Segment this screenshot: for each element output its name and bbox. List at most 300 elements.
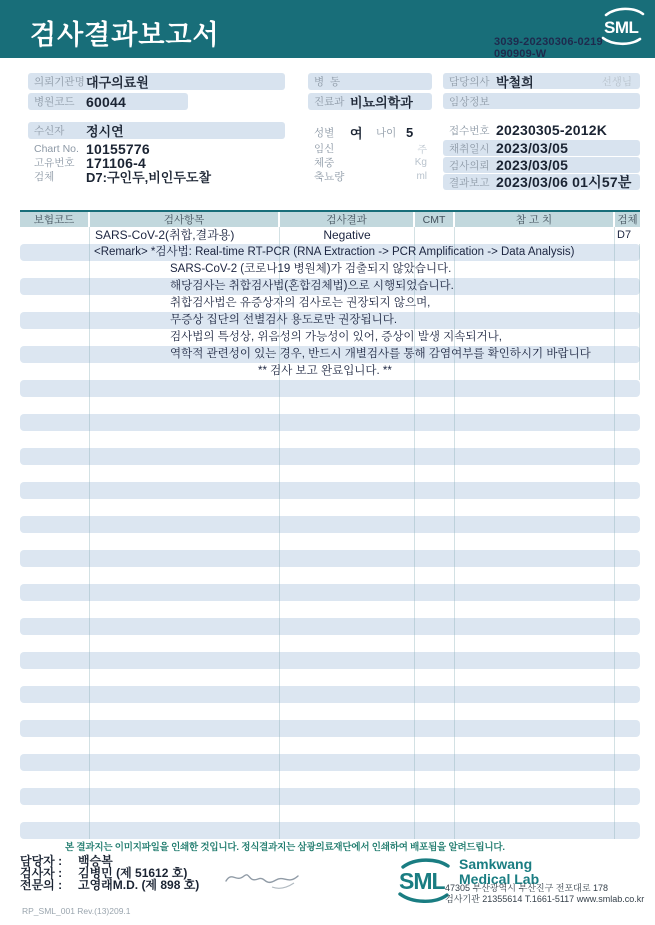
result-cell [280, 431, 415, 448]
result-cell [20, 669, 90, 686]
result-cell [615, 584, 640, 601]
field-value: 60044 [86, 93, 126, 110]
result-row [20, 363, 640, 380]
lab-address-block [445, 883, 644, 905]
result-cell [455, 686, 615, 703]
result-cell [615, 618, 640, 635]
result-cell [90, 516, 280, 533]
result-cell [455, 635, 615, 652]
result-cell [615, 397, 640, 414]
result-cell [455, 737, 615, 754]
staff-role-label: 검사자 : [20, 866, 63, 880]
result-cell [20, 278, 90, 295]
result-cell [415, 431, 455, 448]
field-row-left-5 [28, 168, 285, 185]
result-cell [455, 431, 615, 448]
result-cell [20, 703, 90, 720]
field-label: 병원코드 [34, 96, 75, 108]
sml-logo-icon [596, 6, 648, 46]
svg-text:SML: SML [604, 18, 639, 37]
result-cell [415, 618, 455, 635]
field-unit: ml [416, 171, 427, 182]
field-label: 담당의사 [449, 75, 490, 88]
result-cell [615, 669, 640, 686]
result-cell [90, 788, 280, 805]
result-cell [280, 414, 415, 431]
result-cell [415, 482, 455, 499]
result-cell [20, 601, 90, 618]
result-cell [90, 533, 280, 550]
result-cell [615, 261, 640, 278]
result-cell [20, 431, 90, 448]
field-value: 박철희 [496, 74, 534, 90]
result-cell [20, 618, 90, 635]
empty-row [20, 601, 640, 618]
result-cell [20, 805, 90, 822]
result-cell [455, 652, 615, 669]
result-cell [20, 346, 90, 363]
form-code: RP_SML_001 Rev.(13)209.1 [22, 906, 131, 916]
result-cell [280, 686, 415, 703]
result-cell [20, 720, 90, 737]
result-row [20, 329, 640, 346]
result-cell [615, 805, 640, 822]
result-cell [90, 720, 280, 737]
field-value: 비뇨의학과 [350, 95, 413, 110]
result-cell [615, 448, 640, 465]
empty-row [20, 771, 640, 788]
result-cell [90, 363, 280, 380]
result-cell [615, 550, 640, 567]
result-cell [615, 601, 640, 618]
empty-row [20, 380, 640, 397]
field-row-mid-0 [308, 73, 432, 90]
result-cell [415, 448, 455, 465]
result-cell [455, 312, 615, 329]
column-header-5: 검체 [617, 214, 638, 226]
result-cell [415, 227, 455, 244]
result-cell [455, 380, 615, 397]
field-row-right-3 [443, 140, 640, 156]
result-cell [615, 516, 640, 533]
field-row-right-5 [443, 174, 640, 190]
result-cell [90, 567, 280, 584]
result-cell: Negative [280, 227, 415, 244]
svg-text:SML: SML [399, 868, 445, 894]
lab-contact: 검사기관 21355614 T.1661-5117 www.smlab.co.kr [445, 894, 645, 904]
column-header-1: 검사항목 [90, 212, 280, 227]
result-cell [20, 567, 90, 584]
empty-row [20, 431, 640, 448]
result-cell [455, 482, 615, 499]
result-cell [90, 754, 280, 771]
column-header-3: CMT [415, 212, 455, 227]
remark-text: 역학적 관련성이 있는 경우, 반드시 개별검사를 통해 감염여부를 확인하시기 바랍니다 [170, 348, 591, 360]
result-cell [280, 584, 415, 601]
result-cell [20, 380, 90, 397]
result-cell [90, 686, 280, 703]
result-cell [20, 448, 90, 465]
result-cell [20, 754, 90, 771]
field-value: 2023/03/05 [496, 140, 569, 156]
result-cell [455, 601, 615, 618]
result-cell [415, 533, 455, 550]
result-cell [615, 686, 640, 703]
result-cell [90, 584, 280, 601]
result-cell [280, 482, 415, 499]
result-cell [455, 499, 615, 516]
field-row-left-0 [28, 73, 285, 90]
result-cell [90, 822, 280, 839]
field-label: 결과보고 [449, 176, 490, 189]
result-cell [20, 482, 90, 499]
result-cell [20, 652, 90, 669]
result-cell [90, 703, 280, 720]
field-value: D7:구인두,비인두도찰 [86, 170, 212, 185]
result-cell [415, 516, 455, 533]
field-value: 2023/03/06 01시57분 [496, 174, 632, 190]
result-cell [90, 635, 280, 652]
result-cell [280, 550, 415, 567]
result-cell [20, 414, 90, 431]
field-value: 2023/03/05 [496, 157, 569, 173]
empty-row [20, 737, 640, 754]
result-cell [615, 720, 640, 737]
field-label: 검사의뢰 [449, 159, 490, 172]
result-cell [455, 261, 615, 278]
result-cell [415, 737, 455, 754]
field-value: 여 [350, 126, 363, 141]
report-id-line2: 090909-W [494, 48, 547, 60]
result-cell [415, 567, 455, 584]
result-cell [20, 295, 90, 312]
result-cell [415, 686, 455, 703]
result-cell [615, 567, 640, 584]
result-cell [280, 720, 415, 737]
empty-row [20, 788, 640, 805]
empty-row [20, 465, 640, 482]
result-cell [415, 669, 455, 686]
result-cell [615, 380, 640, 397]
result-cell [415, 805, 455, 822]
result-cell [90, 618, 280, 635]
result-cell [455, 448, 615, 465]
result-cell [415, 703, 455, 720]
field-label: 성별 [314, 127, 335, 139]
print-disclaimer: 본 결과지는 이미지파일을 인쇄한 것입니다. 정식결과지는 삼광의료재단에서 인쇄하여 배포됨을 알려드립니다. [65, 842, 505, 853]
empty-row [20, 482, 640, 499]
result-cell [415, 771, 455, 788]
result-cell [90, 431, 280, 448]
result-cell [415, 584, 455, 601]
empty-row [20, 652, 640, 669]
result-cell [280, 380, 415, 397]
result-cell [20, 363, 90, 380]
result-cell [415, 788, 455, 805]
field-label: 축뇨량 [314, 171, 345, 183]
column-header-0: 보험코드 [20, 212, 90, 227]
field-label: 체중 [314, 157, 335, 169]
result-row [20, 227, 640, 244]
empty-row [20, 822, 640, 839]
result-cell [90, 414, 280, 431]
result-cell [615, 363, 640, 380]
result-cell [280, 771, 415, 788]
result-cell [455, 822, 615, 839]
result-cell [20, 737, 90, 754]
result-cell [455, 703, 615, 720]
result-cell [455, 363, 615, 380]
result-cell [615, 295, 640, 312]
field-unit: Kg [414, 157, 427, 168]
result-cell [455, 465, 615, 482]
result-cell [415, 363, 455, 380]
result-cell [615, 533, 640, 550]
result-cell [415, 822, 455, 839]
empty-row [20, 397, 640, 414]
lab-name-line2: Medical Lab [459, 871, 540, 887]
result-cell [615, 635, 640, 652]
empty-row [20, 516, 640, 533]
result-cell [455, 550, 615, 567]
result-cell [415, 601, 455, 618]
field-row-mid-5 [308, 168, 432, 185]
results-table-body [20, 227, 640, 839]
result-cell [455, 516, 615, 533]
empty-row [20, 669, 640, 686]
page-title: 검사결과보고서 [30, 20, 220, 50]
staff-name: 고영래M.D. (제 898 호) [78, 878, 200, 892]
remark-text: 취합검사법은 유증상자의 검사로는 권장되지 않으며, [170, 297, 431, 309]
column-header-2: 검사결과 [280, 212, 415, 227]
remark-text: 무증상 집단의 선별검사 용도로만 권장됩니다. [170, 314, 398, 326]
staff-role-label: 담당자 : [20, 854, 63, 868]
result-cell [280, 737, 415, 754]
result-cell [90, 397, 280, 414]
field-row-mid-1 [308, 93, 432, 110]
field-label: 임상정보 [449, 95, 490, 108]
remark-text: 해당검사는 취합검사법(혼합검체법)으로 시행되었습니다. [170, 280, 454, 292]
result-cell [280, 669, 415, 686]
result-cell [615, 652, 640, 669]
result-cell [20, 329, 90, 346]
empty-row [20, 414, 640, 431]
field-label: 채취일시 [449, 142, 490, 155]
result-cell [615, 278, 640, 295]
result-cell [615, 329, 640, 346]
result-cell [455, 720, 615, 737]
result-cell [20, 584, 90, 601]
result-cell [615, 244, 640, 261]
field-hint: 선생님 [601, 75, 632, 88]
staff-name: 백승복 [78, 854, 113, 868]
result-cell [280, 516, 415, 533]
result-cell [90, 448, 280, 465]
field-row-right-0 [443, 73, 640, 89]
empty-row [20, 686, 640, 703]
result-cell [455, 771, 615, 788]
result-row [20, 261, 640, 278]
result-cell [90, 805, 280, 822]
result-row [20, 346, 640, 363]
field-value: 20230305-2012K [496, 122, 608, 138]
result-cell [20, 465, 90, 482]
result-cell [615, 788, 640, 805]
result-cell [90, 499, 280, 516]
result-cell [455, 533, 615, 550]
result-cell [615, 414, 640, 431]
result-cell [90, 550, 280, 567]
results-table-header [20, 210, 640, 227]
result-cell [280, 465, 415, 482]
result-cell [280, 618, 415, 635]
result-cell [280, 601, 415, 618]
result-cell [20, 261, 90, 278]
field-unit: 주 [417, 145, 427, 156]
result-cell [615, 346, 640, 363]
empty-row [20, 499, 640, 516]
result-row [20, 244, 640, 261]
result-cell [455, 278, 615, 295]
result-cell [455, 295, 615, 312]
report-header-bar [0, 0, 655, 58]
result-cell [20, 788, 90, 805]
remark-text: ** 검사 보고 완료입니다. ** [258, 365, 392, 377]
result-cell [615, 822, 640, 839]
result-cell [280, 822, 415, 839]
result-cell [20, 635, 90, 652]
result-cell [415, 550, 455, 567]
field-label: 고유번호 [34, 157, 75, 169]
field-row-right-1 [443, 93, 640, 109]
empty-row [20, 533, 640, 550]
result-cell [615, 312, 640, 329]
result-cell [90, 652, 280, 669]
results-table [20, 210, 640, 839]
result-cell [615, 703, 640, 720]
result-cell: SARS-CoV-2(취합,결과용) [90, 227, 280, 244]
result-cell [90, 771, 280, 788]
result-cell [415, 635, 455, 652]
field-label: 접수번호 [449, 124, 490, 137]
result-cell [415, 312, 455, 329]
result-cell [280, 499, 415, 516]
field-value: 10155776 [86, 140, 150, 157]
report-id-codes [494, 36, 603, 60]
result-cell [90, 737, 280, 754]
field-label: 나이 [376, 127, 397, 139]
result-row [20, 295, 640, 312]
field-row-left-1 [28, 93, 188, 110]
doctor-signature [222, 863, 304, 893]
result-cell [20, 822, 90, 839]
result-cell [615, 754, 640, 771]
lab-name-line1: Samkwang [459, 856, 533, 872]
result-cell [280, 635, 415, 652]
empty-row [20, 550, 640, 567]
field-label: 병 동 [314, 76, 341, 88]
empty-row [20, 703, 640, 720]
result-cell [280, 703, 415, 720]
result-cell [20, 771, 90, 788]
empty-row [20, 720, 640, 737]
staff-name: 김병민 (제 51612 호) [78, 866, 188, 880]
field-label: 의뢰기관명 [34, 76, 85, 88]
staff-row-2 [20, 876, 199, 893]
field-row-mid-2 [308, 124, 432, 141]
result-cell [280, 397, 415, 414]
field-value: 정시연 [86, 124, 124, 139]
field-value: 대구의료원 [86, 75, 149, 90]
result-cell [415, 397, 455, 414]
field-row-right-4 [443, 157, 640, 173]
result-cell [415, 720, 455, 737]
result-cell [90, 465, 280, 482]
result-cell [455, 414, 615, 431]
report-id-line1: 3039-20230306-0219 [494, 36, 603, 48]
result-cell [455, 805, 615, 822]
remark-text: 검사법의 특성상, 위음성의 가능성이 있어, 증상이 발생 지속되거나, [170, 331, 502, 343]
result-cell [415, 465, 455, 482]
result-cell [280, 448, 415, 465]
empty-row [20, 448, 640, 465]
result-cell [280, 533, 415, 550]
result-cell [20, 533, 90, 550]
result-row [20, 312, 640, 329]
result-cell [20, 499, 90, 516]
result-cell [20, 244, 90, 261]
result-cell [615, 499, 640, 516]
result-cell [20, 516, 90, 533]
empty-row [20, 805, 640, 822]
result-cell [415, 499, 455, 516]
result-cell [615, 771, 640, 788]
field-row-right-2 [443, 122, 640, 138]
result-cell [615, 465, 640, 482]
staff-role-label: 전문의 : [20, 878, 63, 892]
empty-row [20, 754, 640, 771]
result-cell [415, 754, 455, 771]
result-cell [455, 567, 615, 584]
result-cell [20, 397, 90, 414]
result-cell [615, 431, 640, 448]
remark-text: SARS-CoV-2 (코로나19 병원체)가 검출되지 않았습니다. [170, 263, 452, 275]
result-cell [20, 312, 90, 329]
result-cell [90, 482, 280, 499]
result-cell [90, 669, 280, 686]
result-cell [415, 414, 455, 431]
result-cell [455, 584, 615, 601]
result-cell [90, 380, 280, 397]
field-value: 5 [406, 125, 414, 140]
result-cell [20, 686, 90, 703]
field-label: 수신자 [34, 125, 65, 137]
remark-text: <Remark> *검사법: Real-time RT-PCR (RNA Extraction -> PCR Amplification -> Data Analysis) [94, 246, 575, 258]
column-header-4: 참 고 치 [455, 212, 615, 227]
result-row [20, 278, 640, 295]
result-cell [615, 737, 640, 754]
result-cell [20, 227, 90, 244]
field-value: 171106-4 [86, 154, 146, 171]
result-cell [280, 754, 415, 771]
result-cell [455, 397, 615, 414]
field-row-left-2 [28, 122, 285, 139]
field-label: 진료과 [314, 96, 345, 108]
empty-row [20, 618, 640, 635]
field-label: 검체 [34, 171, 55, 183]
result-cell [280, 788, 415, 805]
result-cell [415, 380, 455, 397]
